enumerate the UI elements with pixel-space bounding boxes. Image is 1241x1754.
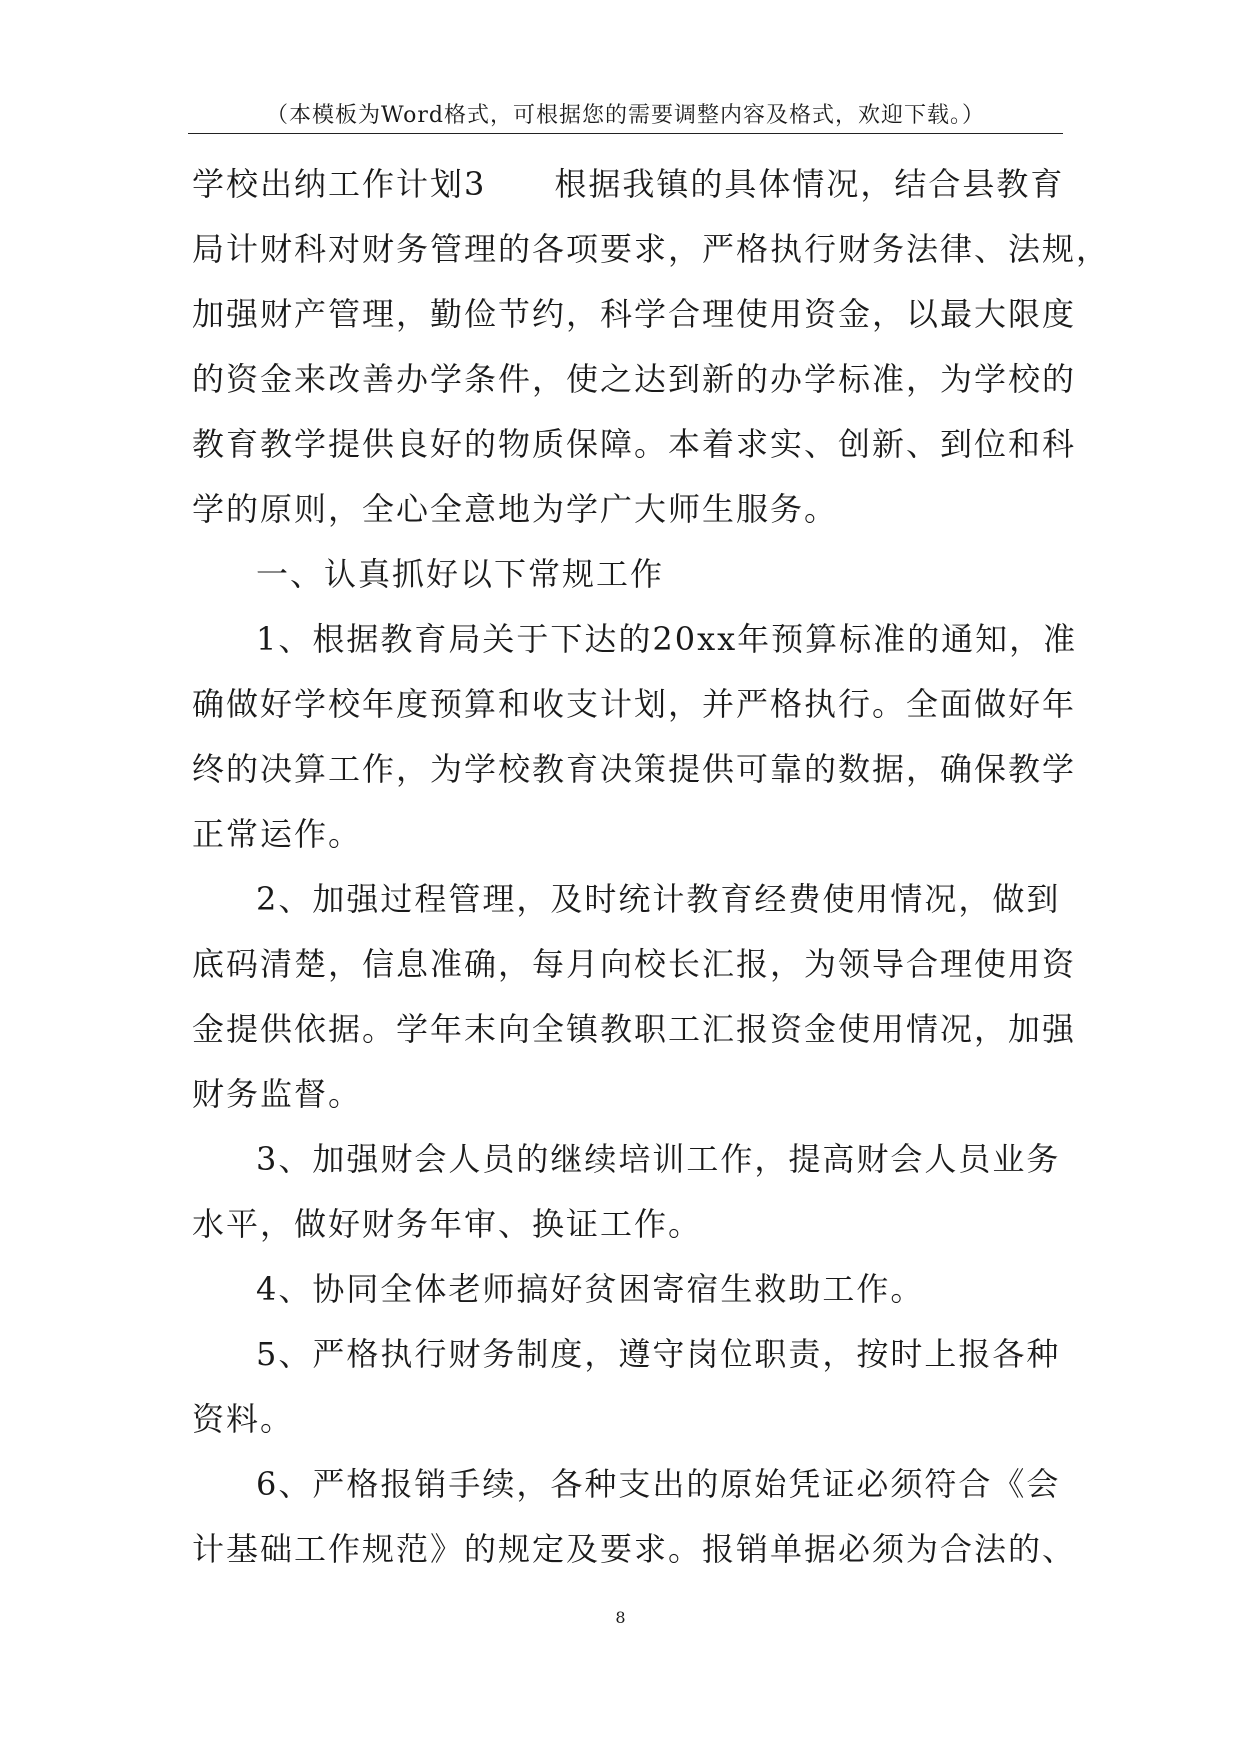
text-line: 6、严格报销手续，各种支出的原始凭证必须符合《会 xyxy=(256,1465,1061,1503)
text-line: 局计财科对财务管理的各项要求，严格执行财务法律、法规， xyxy=(192,230,1111,268)
text-line: 学校出纳工作计划3 根据我镇的具体情况，结合县教育 xyxy=(192,165,1065,203)
text-line: 水平，做好财务年审、换证工作。 xyxy=(192,1205,703,1243)
header-divider xyxy=(188,133,1063,134)
text-line: 的资金来改善办学条件，使之达到新的办学标准，为学校的 xyxy=(192,360,1077,398)
text-line: 底码清楚，信息准确，每月向校长汇报，为领导合理使用资 xyxy=(192,945,1077,983)
text-line: 加强财产管理，勤俭节约，科学合理使用资金，以最大限度 xyxy=(192,295,1077,333)
template-note: （本模板为Word格式，可根据您的需要调整内容及格式，欢迎下载。） xyxy=(266,103,985,128)
text-line: 5、严格执行财务制度，遵守岗位职责，按时上报各种 xyxy=(256,1335,1061,1373)
text-line: 1、根据教育局关于下达的20xx年预算标准的通知，准 xyxy=(256,620,1078,658)
text-line: 资料。 xyxy=(192,1400,295,1438)
text-line: 4、协同全体老师搞好贫困寄宿生救助工作。 xyxy=(256,1270,925,1308)
text-line: 财务监督。 xyxy=(192,1075,363,1113)
text-line: 计基础工作规范》的规定及要求。报销单据必须为合法的、 xyxy=(192,1530,1077,1568)
text-line: 2、加强过程管理，及时统计教育经费使用情况，做到 xyxy=(256,880,1061,918)
text-line: 3、加强财会人员的继续培训工作，提高财会人员业务 xyxy=(256,1140,1061,1178)
text-line: 学的原则，全心全意地为学广大师生服务。 xyxy=(192,490,839,528)
text-line: 一、认真抓好以下常规工作 xyxy=(256,555,665,593)
text-line: 正常运作。 xyxy=(192,815,363,853)
document-body xyxy=(192,152,1111,1582)
text-line: 终的决算工作，为学校教育决策提供可靠的数据，确保教学 xyxy=(192,750,1077,788)
text-line: 确做好学校年度预算和收支计划，并严格执行。全面做好年 xyxy=(192,685,1077,723)
text-line: 教育教学提供良好的物质保障。本着求实、创新、到位和科 xyxy=(192,425,1077,463)
text-line: 金提供依据。学年末向全镇教职工汇报资金使用情况，加强 xyxy=(192,1010,1077,1048)
page-number: 8 xyxy=(615,1608,626,1627)
